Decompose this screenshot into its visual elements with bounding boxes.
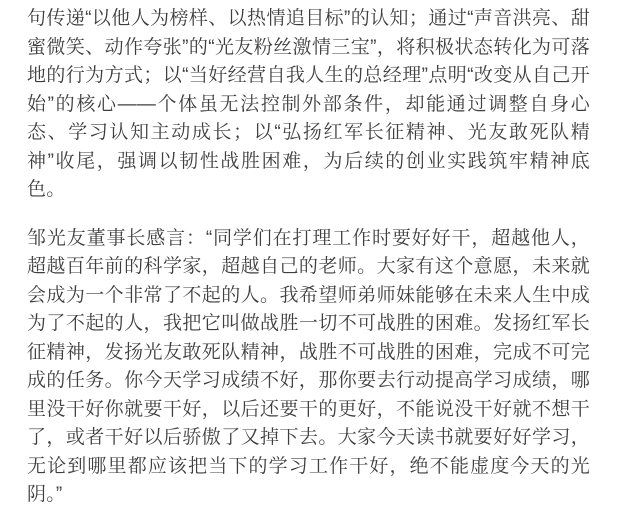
paragraph-spirit-summary: 句传递“以他人为榜样、以热情追目标”的认知；通过“声音洪亮、甜蜜微笑、动作夸张”的“光友粉丝激情三宝”，将积极状态转化为可落地的行为方式；以“当好经营自我人生的总经理”点明“改变从自己开始”的核心——个体虽无法控制外部条件，却能通过调整自身心态、学习认知主动成长；以“弘扬红军长征精神、光友敢死队精神”收尾，强调以韧性战胜困难，为后续的创业实践筑牢精神底色。 <box>27 8 590 200</box>
paragraph-chairman-remarks: 邹光友董事长感言：“同学们在打理工作时要好好干，超越他人，超越百年前的科学家，超越自己的老师。大家有这个意愿，未来就会成为一个非常了不起的人。我希望师弟师妹能够在未来人生中成为了不起的人，我把它叫做战胜一切不可战胜的困难。发扬红军长征精神，发扬光友敢死队精神，战胜不可战胜的困难，完成不可完成的任务。你今天学习成绩不好，那你要去行动提高学习成绩，哪里没干好你就要干好，以后还要干的更好，不能说没干好就不想干了，或者干好以后骄傲了又掉下去。大家今天读书就要好好学习，无论到哪里都应该把当下的学习工作干好，绝不能虚度今天的光阴。” <box>27 227 590 505</box>
